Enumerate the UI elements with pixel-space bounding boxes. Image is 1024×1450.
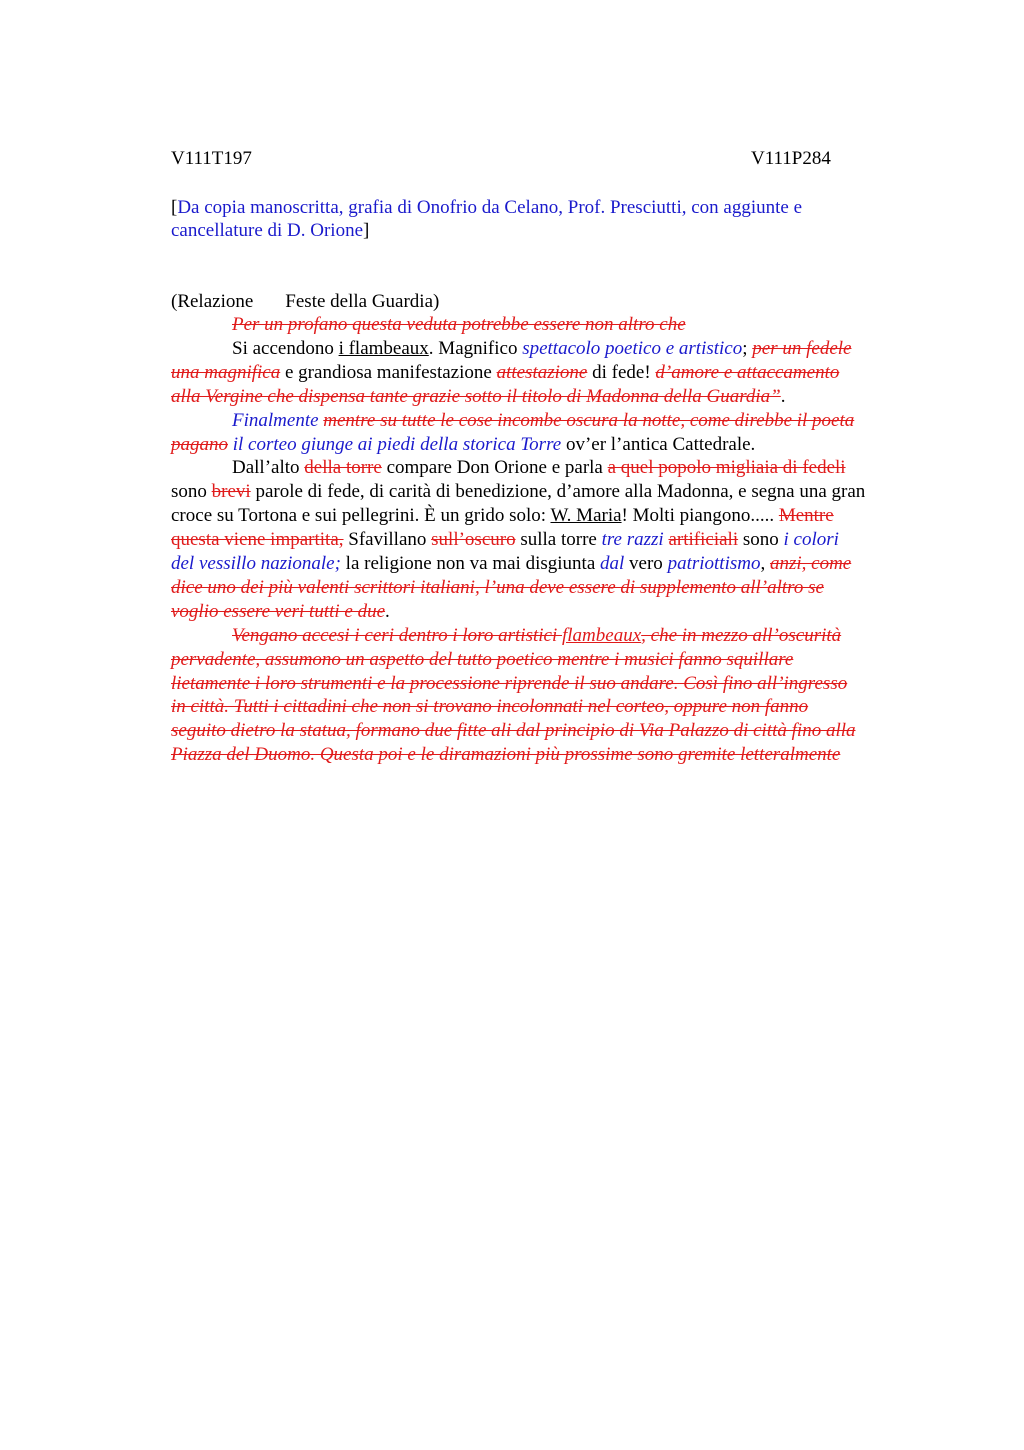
source-note-text-2: cancellature di D. Orione <box>171 220 364 241</box>
added-text: dal <box>600 553 625 574</box>
text-segment: croce su Tortona e sui pellegrini. È un grido solo: <box>171 505 551 527</box>
text-segment: la religione non va mai disgiunta <box>340 553 601 574</box>
deleted-text: d’amore e attaccamento <box>655 361 840 383</box>
text-segment: sono <box>171 481 212 503</box>
deleted-text: mentre su tutte le cose incombe oscura la notte, come direbbe il poeta <box>323 409 855 431</box>
underlined-text: i flambeaux <box>338 337 429 359</box>
source-note-text-1: Da copia manoscritta, grafia di Onofrio da Celano, Prof. Presciutti, con aggiunte e <box>177 197 803 218</box>
deleted-text: una magnifica <box>171 361 281 383</box>
right-page-code: V111P284 <box>751 148 831 169</box>
underlined-text: W. Maria <box>550 505 622 527</box>
added-text: tre razzi <box>601 529 664 551</box>
text-line <box>171 361 931 385</box>
deleted-text: pagano <box>171 433 228 455</box>
left-volume-code: V111T197 <box>171 148 252 169</box>
added-text: Finalmente <box>232 409 319 431</box>
text-segment: Si accendono <box>232 337 339 359</box>
added-text: il corteo giunge ai piedi della storica Torre <box>232 433 562 455</box>
added-text: patriottismo <box>667 553 761 574</box>
section-title <box>171 290 931 314</box>
section-title-part-1: (Relazione <box>171 291 254 312</box>
deleted-text: anzi, come <box>769 553 852 574</box>
deleted-text: Vengano accesi i ceri dentro i loro artistici <box>232 624 562 646</box>
deleted-text: pervadente, assumono un aspetto del tutto poetico mentre i musici fanno squillare <box>171 648 794 670</box>
deleted-text: dice uno dei più valenti scrittori italiani, l’una deve essere di supplemento all’altro se <box>171 576 824 598</box>
text-segment: sono <box>738 529 784 551</box>
deleted-text: a quel popolo migliaia di fedeli <box>607 457 846 479</box>
text-segment: e grandiosa manifestazione <box>280 361 497 383</box>
text-segment: ! Molti piangono..... <box>621 505 779 527</box>
text-line <box>232 337 992 361</box>
text-segment: vero <box>624 553 668 574</box>
deleted-text: alla Vergine che dispensa tante grazie sotto il titolo di Madonna della Guardia” <box>171 385 781 407</box>
text-segment: di fede! <box>587 361 656 383</box>
deleted-text: flambeaux <box>562 624 642 646</box>
text-line <box>171 600 931 624</box>
deleted-text: , che in mezzo all’oscurità <box>641 624 842 646</box>
deleted-text: brevi <box>211 481 251 503</box>
text-segment: compare Don Orione e parla <box>381 457 608 479</box>
deleted-text: lietamente i loro strumenti e la processione riprende il suo andare. Così fino all’ingresso <box>171 672 848 694</box>
deleted-text: Piazza del Duomo. Questa poi e le diramazioni più prossime sono gremite letteralmente <box>171 744 841 766</box>
text-segment: parole di fede, di carità di benedizione, d’amore alla Madonna, e segna una gran <box>250 481 866 503</box>
added-text: del vessillo nazionale; <box>171 553 341 574</box>
text-line <box>171 743 931 767</box>
text-segment: Dall’alto <box>232 457 305 479</box>
text-segment: sulla torre <box>515 529 602 551</box>
text-segment: . Magnifico <box>428 337 523 359</box>
deleted-text: voglio essere veri tutti e due <box>171 600 386 622</box>
deleted-text: per un fedele <box>752 337 852 359</box>
source-note-line-2 <box>171 219 931 243</box>
deleted-text: seguito dietro la statua, formano due fitte ali dal principio di Via Palazzo di città fino alla <box>171 720 856 742</box>
deleted-text: in città. Tutti i cittadini che non si trovano incolonnati nel corteo, oppure non fanno <box>171 696 809 718</box>
text-segment: . <box>780 385 786 407</box>
text-segment: Sfavillano <box>343 529 432 551</box>
text-segment: . <box>385 600 390 622</box>
text-line <box>232 313 992 337</box>
section-title-part-2: Feste della Guardia) <box>285 291 440 312</box>
text-line <box>171 552 931 576</box>
text-line <box>171 719 931 743</box>
text-line <box>171 576 931 600</box>
source-note-close-bracket: ] <box>363 220 370 241</box>
text-line <box>171 385 931 409</box>
deleted-text: della torre <box>304 457 382 479</box>
text-line <box>171 648 931 672</box>
text-line <box>171 433 931 457</box>
source-note-line-1 <box>171 196 931 220</box>
text-line <box>171 672 931 696</box>
text-line <box>171 480 931 504</box>
text-segment: ; <box>742 337 753 359</box>
deleted-text: Mentre <box>778 505 834 527</box>
added-text: spettacolo poetico e artistico <box>522 337 743 359</box>
deleted-text: artificiali <box>668 529 739 551</box>
deleted-text: sull’oscuro <box>431 529 516 551</box>
text-line <box>232 624 992 648</box>
text-segment: , <box>760 553 770 574</box>
text-line <box>171 695 931 719</box>
text-segment: ov’er l’antica Cattedrale. <box>561 433 756 455</box>
text-line <box>171 528 931 552</box>
added-text: i colori <box>783 529 839 551</box>
text-line <box>171 504 931 528</box>
deleted-text: Per un profano questa veduta potrebbe essere non altro che <box>232 314 686 335</box>
text-line <box>232 409 992 433</box>
deleted-text: questa viene impartita, <box>171 529 344 551</box>
source-note-open-bracket: [ <box>171 197 178 218</box>
text-line <box>232 456 992 480</box>
deleted-text: attestazione <box>496 361 588 383</box>
